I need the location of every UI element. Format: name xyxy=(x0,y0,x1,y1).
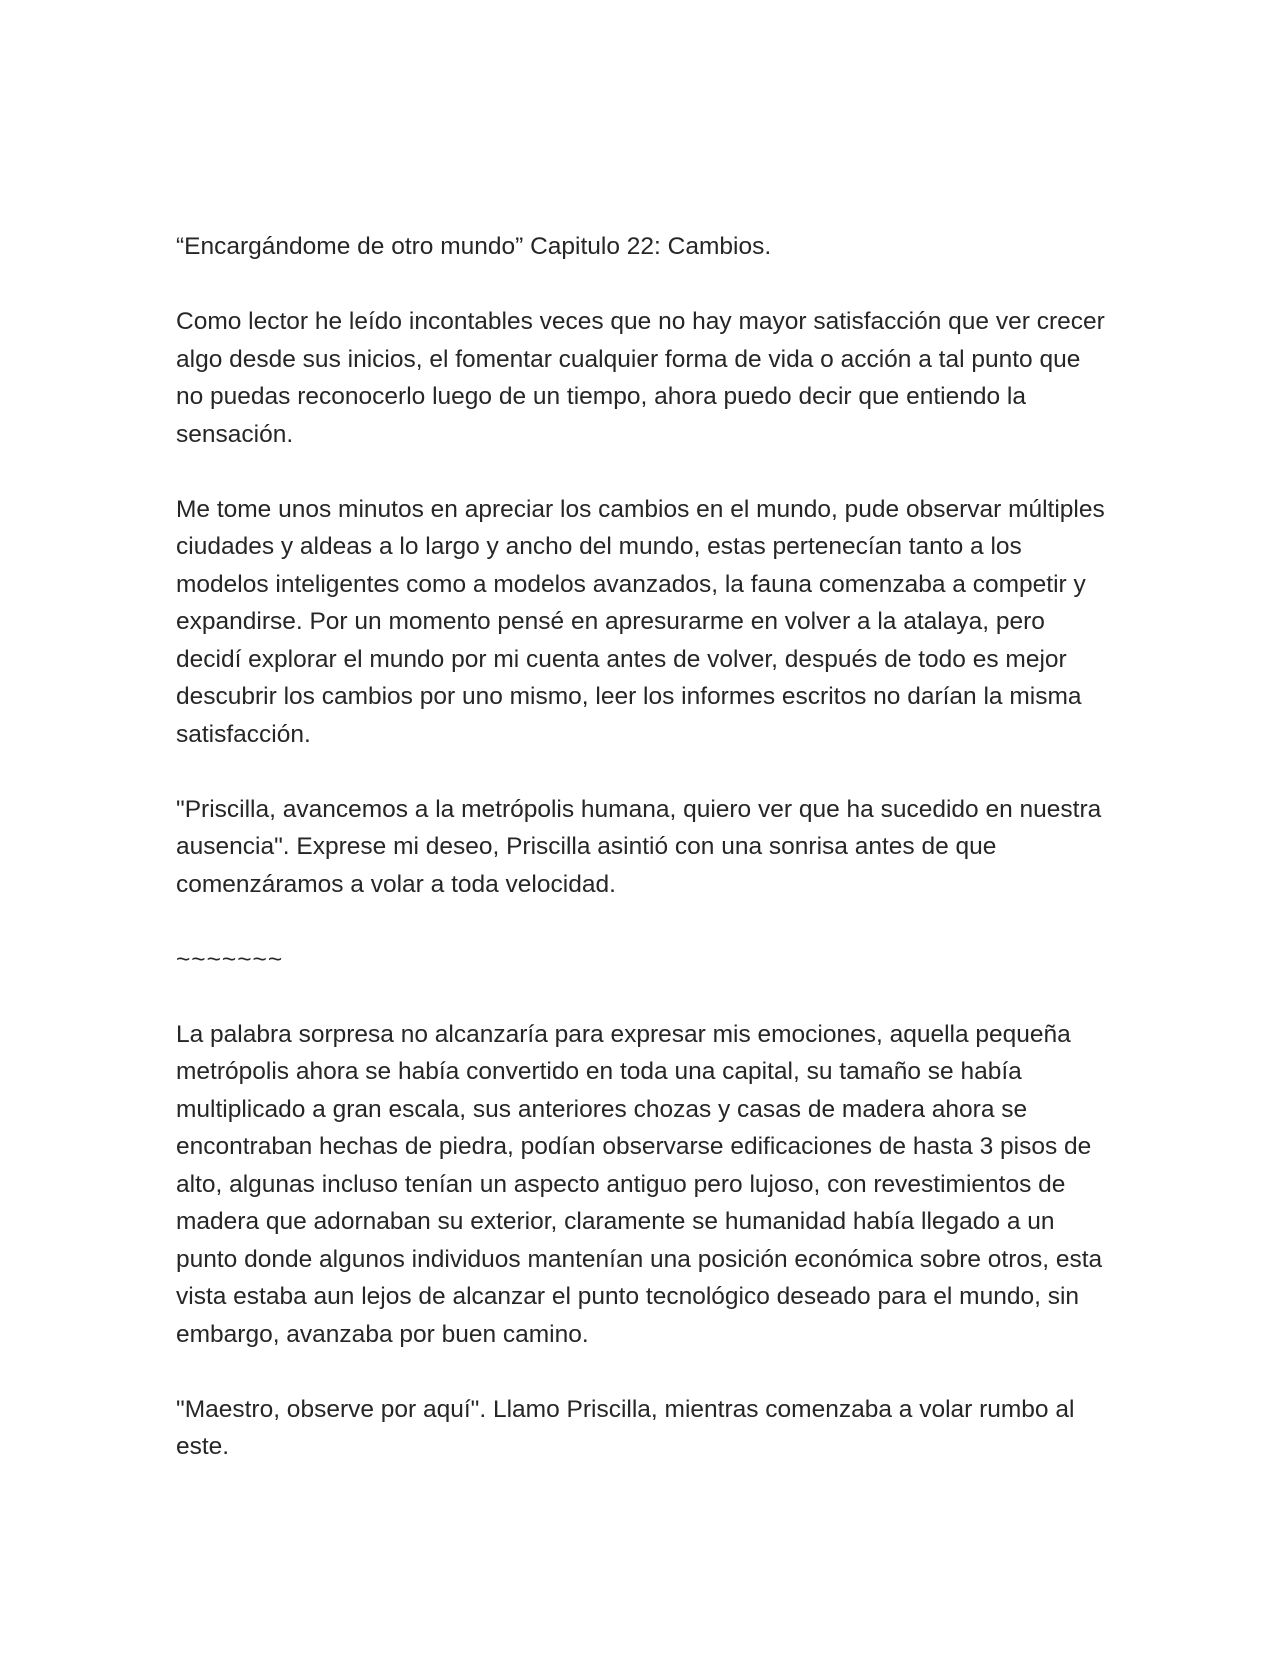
scene-separator: ~~~~~~~ xyxy=(176,945,284,973)
paragraph-2: Me tome unos minutos en apreciar los cambios en el mundo, pude observar múltiples ciudades y aldeas a lo largo y ancho del mundo, estas pertenecían tanto a los modelos inteligentes como a modelos avanzados, la fauna comenzaba a competir y expandirse. Por un momento pensé en apresurarme en volver a la atalaya, pero decidí explorar el mundo por mi cuenta antes de volver, después de todo es mejor descubrir los cambios por uno mismo, leer los informes escritos no darían la misma satisfacción. xyxy=(176,495,1105,748)
paragraph-3: "Priscilla, avancemos a la metrópolis humana, quiero ver que ha sucedido en nuestra ausencia". Exprese mi deseo, Priscilla asintió con una sonrisa antes de que comenzáramos a volar a toda velocidad. xyxy=(176,795,1102,898)
paragraph-4: La palabra sorpresa no alcanzaría para expresar mis emociones, aquella pequeña metrópolis ahora se había convertido en toda una capital, su tamaño se había multiplicado a gran escala, sus anteriores chozas y casas de madera ahora se encontraban hechas de piedra, podían observarse edificaciones de hasta 3 pisos de alto, algunas incluso tenían un aspecto antiguo pero lujoso, con revestimientos de madera que adornaban su exterior, claramente se humanidad había llegado a un punto donde algunos individuos mantenían una posición económica sobre otros, esta vista estaba aun lejos de alcanzar el punto tecnológico deseado para el mundo, sin embargo, avanzaba por buen camino. xyxy=(176,1020,1103,1348)
paragraph-5: "Maestro, observe por aquí". Llamo Priscilla, mientras comenzaba a volar rumbo al este. xyxy=(176,1395,1075,1460)
paragraph-1: Como lector he leído incontables veces que no hay mayor satisfacción que ver crecer algo desde sus inicios, el fomentar cualquier forma de vida o acción a tal punto que no puedas reconocerlo luego de un tiempo, ahora puedo decir que entiendo la sensación. xyxy=(176,308,1105,448)
chapter-title: “Encargándome de otro mundo” Capitulo 22: Cambios. xyxy=(176,233,772,260)
document-body xyxy=(176,228,1106,1503)
